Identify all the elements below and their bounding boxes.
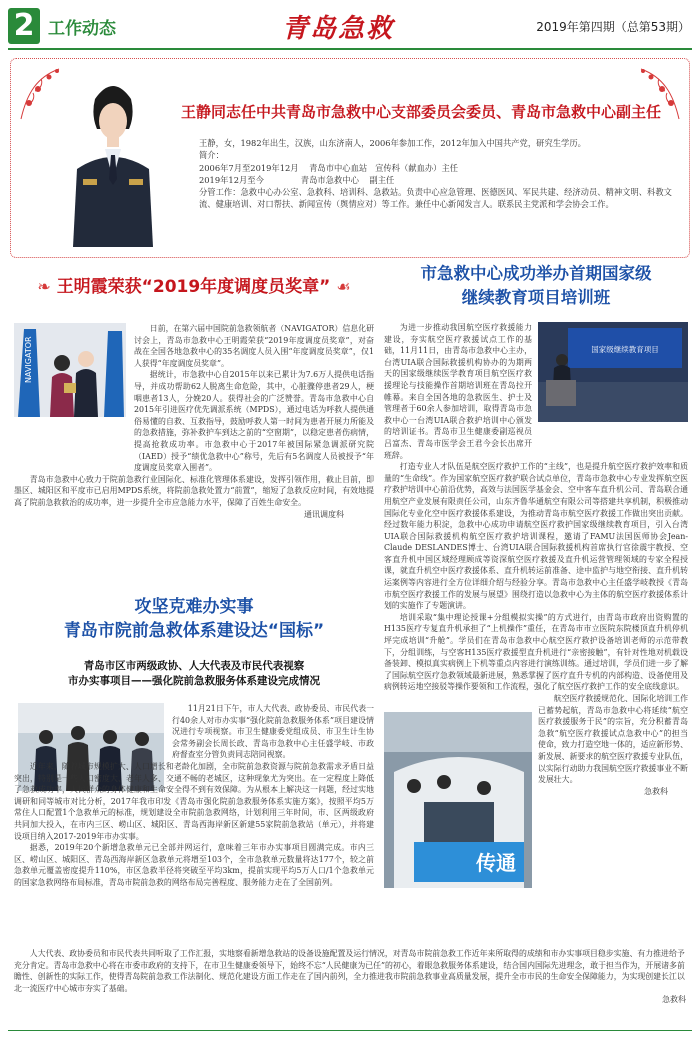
article2-p1: 11月21日下午，市人大代表、政协委员、市民代表一行40余人对市办实事“强化院前急救服务体系”项目建设情况进行专项视察。市卫生健康委党组成员、市卫生计生协会常务副会长周长政、青岛市急救中心主任盛学岐、市政府督查室分管负责同志陪同视察。 (172, 704, 374, 760)
article1-p1: 日前，在第六届中国院前急救领航者（NAVIGATOR）信息化研讨会上，青岛市急救中心王明霞荣获“2019年度调度员奖章”，对奋战在全国各地急救中心的35名调度人员入围“年度调度员奖章”，仅1人获得“年度调度员奖章”。 (134, 324, 374, 368)
section-name: 工作动态 (48, 19, 116, 39)
profile-title: 王静同志任中共青岛市急救中心支部委员会委员、青岛市急救中心副主任 (181, 103, 662, 121)
page-header (0, 0, 700, 52)
masthead: 青岛急救 (282, 14, 395, 44)
article3-title-line2: 继续教育项目培训班 (461, 288, 611, 307)
article2-subtitle (14, 659, 374, 689)
issue-label: 2019年第四期（总第53期） (536, 20, 690, 34)
helicopter-logo-text: 传通 (476, 851, 516, 875)
article1-title-row (14, 272, 374, 297)
flourish-left-icon: ❧ (37, 277, 51, 296)
page-number: 2 (8, 8, 40, 44)
profile-box (10, 58, 690, 258)
footer-rule (8, 1030, 692, 1031)
article3-body-block (384, 322, 688, 950)
article3-title-line1: 市急救中心成功举办首期国家级 (420, 264, 652, 283)
profile-resume-1: 2006年7月至2019年12月 青岛市中心血站 宣传科（献血办）主任 (199, 162, 459, 173)
article2-subtitle-line2: 市办实事项目——强化院前急救服务体系建设完成情况 (68, 675, 320, 687)
article2-title-line2: 青岛市院前急救体系建设达“国标” (63, 621, 325, 641)
article3-title (384, 262, 688, 310)
article2-text (14, 703, 374, 889)
article1-text (14, 323, 374, 520)
article3-p2: 打造专业人才队伍是航空医疗救护工作的“主线”，也是提升航空医疗救护效率和质量的“生命线”。作为国家航空医疗救护联合试点单位，青岛市急救中心专业发挥航空医疗救护培训中心前沿优势，高效与法国医学基金会、空中客车直升机公司、青岛联合通用航空产业发展有限责任公司，山东齐鲁华通航空有限公司等搭建共享机制，积极推动国际化专业化空中医疗救援体系建设，为推动青岛市航空医疗救援工作做出突出贡献。经过数年能力积淀，急救中心成功申请航空医疗救护国家级继续教育项目，引入台湾UIA联合国际救援机构航空医疗救护培训课程，邀请了FAMU法国医师协会Jean-Claude DESLANDES博士、台湾UIA联合国际救援机构首席执行官徐震宇教授、空客直升机中国区域经理顾成等资深航空医疗救援及直升机运营管理领域的专家全程授课，就直升机空中医疗救援体系、直升机转运前准备、途中监护与地空衔接、直升机转运案例等内容进行全方位详细介绍与经验分享。青岛市急救中心主任盛学岐教授《青岛市航空医疗救援工作的发展与展望》围绕打造以急救中心为主体的航空医疗救援体系计划的实施作了专题演讲。 (384, 462, 688, 611)
article3-p1: 为进一步推动我国航空医疗救援能力建设，夯实航空医疗救援试点工作的基础，11月11日，由青岛市急救中心主办，台湾UIA联合国际救援机构协办的为期两天的国家级继续医学教育项目航空医疗救援理论与技能操作首期培训班在青岛拉开帷幕。来自全国各地的急救医生、护士及管理者于60余人参加培训，取得青岛市急救中心一台湾UIA联合救护培训中心颁发的培训证书。青岛市卫生健康委副巡视员吕富杰、青岛市医学会王君今会长出席开班辞。 (384, 323, 532, 460)
profile-intro: 王静，女，1982年出生，汉族，山东济南人，2006年参加工作，2012年加入中国共产党，研究生学历。 (199, 138, 586, 148)
article3-p4: 航空医疗救援规范化、国际化培训工作已蓄势起航，青岛市急救中心将延续“航空医疗救援服务于民”的宗旨，充分积蓄青岛急救“航空医疗救援试点急救中心”的担当使命，致力打造空地一体的，适应新形势、新发展、新要求的航空医疗救援专业队伍，以实际行动助力我国航空医疗救援事业不断发展壮大。 (538, 694, 688, 785)
profile-resume-2: 2019年12月至今 青岛市急救中心 副主任 (199, 174, 395, 185)
lecture-banner-text: 国家级继续教育项目 (591, 345, 659, 354)
navigator-banner-text: NAVIGATOR (24, 336, 33, 383)
article3-byline: 急救科 (644, 786, 668, 796)
article2-subtitle-line1: 青岛市区市两级政协、人大代表及市民代表视察 (83, 660, 305, 672)
bottom-p1: 人大代表、政协委员和市民代表共同听取了工作汇报，实地察看新增急救站的设备设施配置及运行情况，对青岛市院前急救工作近年来所取得的成绩和市办实事项目稳步实施、有力推进给予充分肯定。青岛市急救中心将在市委市政府的支持下，在市卫生健康委领导下，始终不忘“人民健康为已任”的初心，着眼急救服务体系建设，结合国内国际先进理念，敢于担当作为，开展诸多前瞻性、创新性的实际工作，使得青岛院前急救工作法制化、规范化建设方面工作走在了国内前列，全力推进我市院前急救事业高质量发展，提升全市市民的生命安全保障能力，为实现创建长江以北一流医疗中心城市夯实了基础。 (14, 949, 685, 993)
profile-duties: 分管工作：急救中心办公室、急救科、培训科、急救站。负责中心应急管理、医德医风、军民共建、经济动员、精神文明、科教文流、健康培训、对口帮扶、新闻宣传（舆情应对）等工作。兼任中心新闻发言人。联系民主党派和学会协会工作。 (199, 187, 672, 210)
bottom-byline: 急救科 (662, 995, 686, 1005)
profile-body (199, 137, 677, 211)
article3-p3: 培训采取“集中理论授课+分组模拟实操”的方式进行，由青岛市政府出资购置的H135医疗专复直升机承担了“上机操作”重任，在青岛市市立医院东院楼顶直升机停机坪完成培训“升舱”。学员们在青岛市急救中心航空医疗救护设备培训老师的示范带教下，分组训练，与空客H135医疗救援型直升机进行“亲密接触”，有针对性地对机载设备装卸、模拟真实病例上下机等重点内容进行演练训练。通过培训，学员们进一步了解了国际航空医疗急救领域最新进展，熟悉掌握了医疗直升专机的内部构造、设备使用及病例转运地空接驳等操作要领和工作流程，强化了航空医疗救护工作的安全底线意识。 (384, 612, 688, 692)
article1-p2: 据统计，市急救中心自2015年以来已累计为7.6万人提供电话指导，并成功帮助62人脱离生命危险，其中，心脏骤停患者29人，梗咽患者13人，分娩20人。获得社会的广泛赞誉。青岛市急救中心自2015年引进医疗优先调派系统（MPDS），通过电话为呼救人提供通俗易懂的自救、互救指导，鼓励呼救人第一时间为患者开展力所能及的急救措施，弥补救护车到达之前的“空窗期”，以稳定患者伤病情，提高抢救成功率。市急救中心于2017年被国际紧急调派研究院（IAED）授予“绩优急救中心”称号，先后有5名调度人员被授予“年度调度员奖章入围者”。 (134, 370, 374, 473)
article1-title: 王明霞荣获“2019年度调度员奖章” (56, 277, 331, 297)
floral-ornament-left (17, 63, 63, 123)
flourish-right-icon: ☙ (336, 277, 351, 296)
article2-title (14, 595, 374, 643)
article3-text (384, 322, 688, 797)
article1-body-block (14, 323, 374, 595)
article2-body-block (14, 703, 374, 985)
article1-p3: 青岛市急救中心致力于院前急救行业国际化、标准化管理体系建设，发挥引领作用，截止目前，即墨区、城阳区和平度市已启用MPDS系统，将院前急救处置力“前置”，缩短了急救反应时间，有效地提高了院前急救救治的成功率，进一步提升全市应急能力水平，保障了百姓生命安全。 (14, 474, 374, 507)
article2-p2: 近年来，随着城市规模扩大、人口增长和老龄化加剧，全市院前急救资源与院前急救需求矛盾日益突出，特别是一些人口密度大、老年人多、交通不畅的老城区，这种现象尤为突出。在一定程度上降低了急救成功率，人民群众的身体健康和生命安全得不到有效保障。为从根本上解决这一问题，经过实地调研和同等城市对比分析，2017年我市印发《青岛市强化院前急救服务体系实施方案》，按照平均5万常住人口配置1个急救单元的标准，规划建设全市院前急救网络，计划利用三年时间，市、区两级政府共同加大投入，在市内三区、崂山区、城阳区、青岛西海岸新区新建55家院前急救站（单元），并将建设项目纳入2017-2019年市办实事。 (14, 761, 374, 841)
portrait-photo (67, 69, 159, 247)
header-rule (8, 48, 692, 50)
right-column (384, 262, 688, 950)
article2-title-line1: 攻坚克难办实事 (134, 597, 254, 617)
left-column (14, 266, 374, 985)
article2-p3: 据悉，2019年20个新增急救单元已全部并网运行，意味着三年市办实事项目圆满完成。市内三区、崂山区、城阳区、青岛西海岸新区急救单元将增至103个，全市急救单元数量将达177个，较之前急救单元覆盖密度提升110%，市区急救半径将突破至平均3km，提前实现平均5万人口/1个急救单元的国家急救网络布局标准，青岛市院前急救的网络布局完善程度、服务能力走在了全国前列。 (14, 843, 374, 887)
article1-byline: 通讯调度科 (304, 509, 344, 519)
profile-resume-label: 简介： (199, 150, 224, 161)
bottom-text (14, 948, 686, 1006)
